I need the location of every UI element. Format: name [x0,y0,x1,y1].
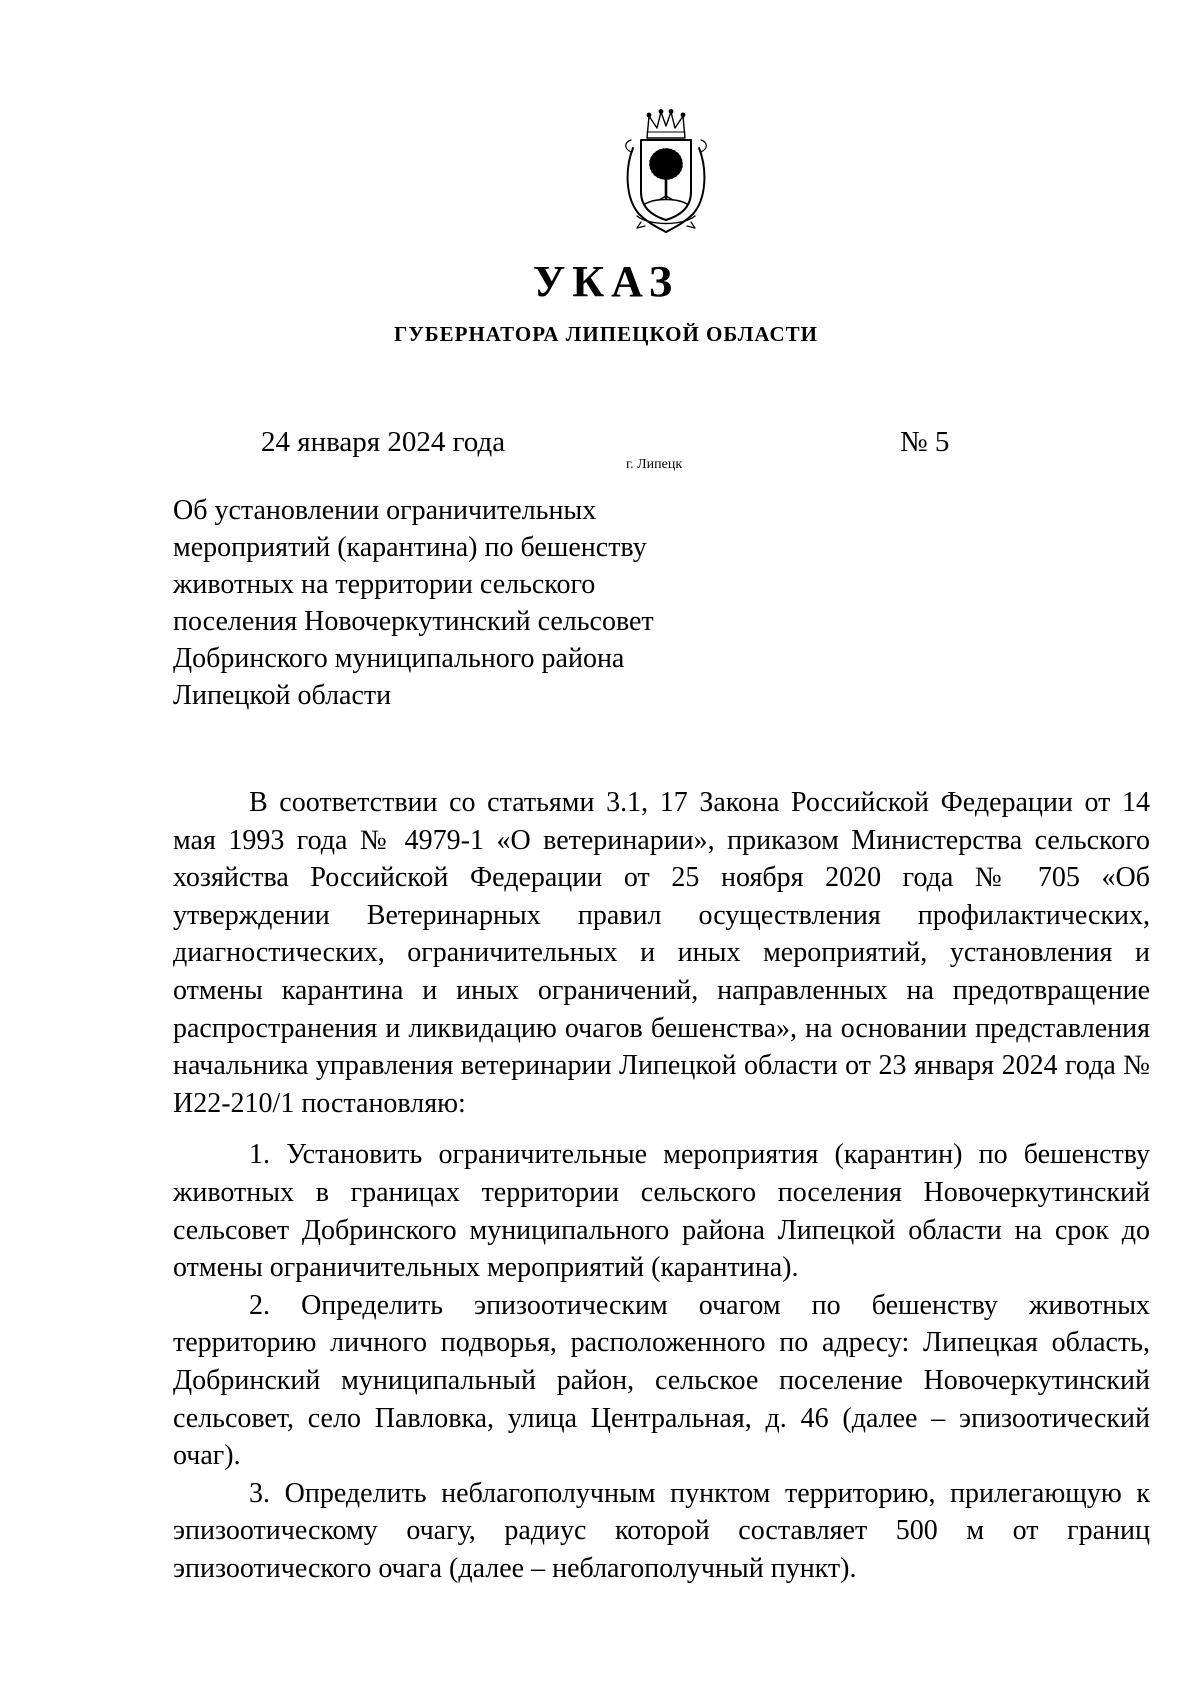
subject-line: мероприятий (карантина) по бешенству [173,532,647,563]
preamble-paragraph: В соответствии со статьями 3.1, 17 Закона Российской Федерации от 14 мая 1993 года № 4979-1 «О ветеринарии», приказом Министерства сельского хозяйства Российской Федерации от 25 ноября 2020 года № 705 «Об утверждении Ветеринарных правил осуществления профилактических, диагностических, ограничительных и иных мероприятий, установления и отмены карантина и иных ограничений, направленных на предотвращение распространения и ликвидацию очагов бешенства», на основании представления начальника управления ветеринарии Липецкой области от 23 января 2024 года № И22-210/1 постановляю: [173,787,1150,1119]
subject-line: Об установлении ограничительных [173,495,597,526]
decree-body [173,784,1150,1587]
subject-line: Добринского муниципального района [173,643,625,674]
decree-item-2: 2. Определить эпизоотическим очагом по бешенству животных территорию личного подворья, расположенного по адресу: Липецкая область, Добринский муниципальный район, сельское поселение Новочеркутинский сельсовет, село Павловка, улица Центральная, д. 46 (далее – эпизоотический очаг). [173,1289,1150,1472]
decree-number: № 5 [900,426,950,458]
subject-line: Липецкой области [173,680,392,711]
decree-item-3: 3. Определить неблагополучным пунктом территорию, прилегающую к эпизоотическому очагу, радиус которой составляет 500 м от границ эпизоотического очага (далее – неблагополучный пункт). [173,1477,1150,1584]
decree-item-1: 1. Установить ограничительные мероприятия (карантин) по бешенству животных в границах территории сельского поселения Новочеркутинский сельсовет Добринского муниципального района Липецкой области на срок до отмены ограничительных мероприятий (карантина). [173,1139,1150,1284]
decree-city: г. Липецк [626,457,683,472]
coat-of-arms-icon [619,108,713,234]
decree-date: 24 января 2024 года [261,426,506,458]
decree-subject [173,492,693,714]
document-title: УКАЗ [532,257,680,306]
subject-line: поселения Новочеркутинский сельсовет [173,606,654,637]
subject-line: животных на территории сельского [173,569,596,600]
document-subtitle: ГУБЕРНАТОРА ЛИПЕЦКОЙ ОБЛАСТИ [393,322,819,346]
